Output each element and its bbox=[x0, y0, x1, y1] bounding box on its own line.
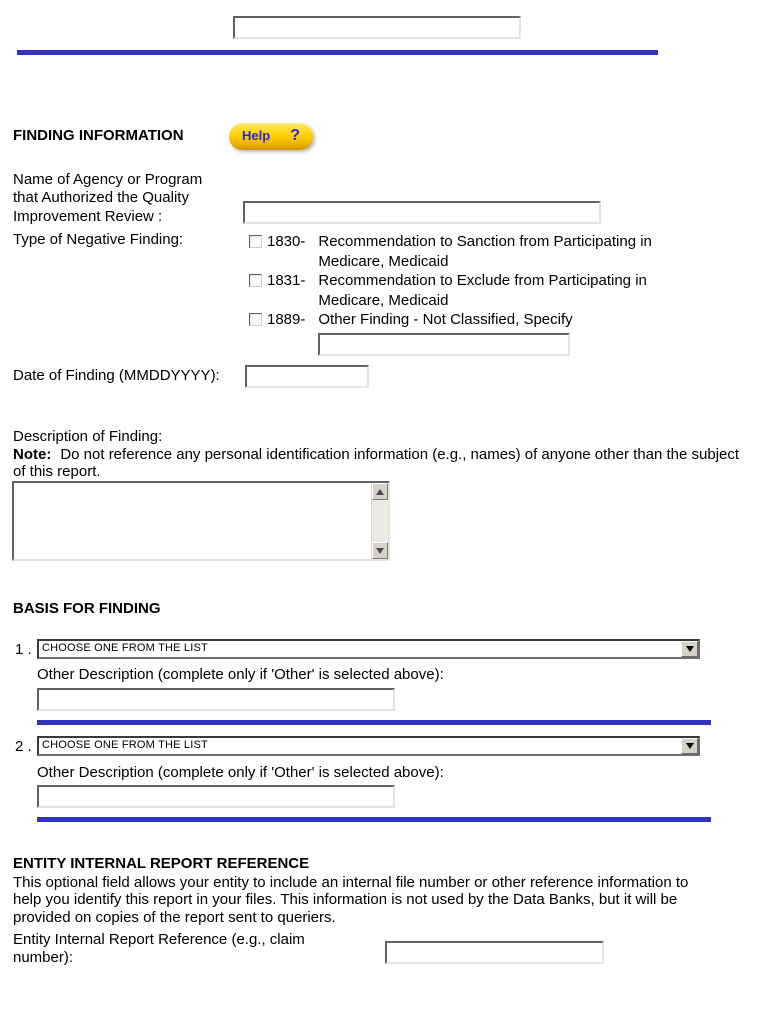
note-text-line2: of this report. bbox=[13, 463, 101, 481]
option-dash: - bbox=[300, 311, 306, 328]
option-code: 1830 bbox=[267, 233, 301, 250]
other-description-input-1[interactable] bbox=[37, 688, 395, 711]
finding-option-row-1831 bbox=[249, 271, 709, 310]
basis-select-1-value: CHOOSE ONE FROM THE LIST bbox=[42, 642, 208, 654]
basis-for-finding-title: BASIS FOR FINDING bbox=[13, 600, 161, 617]
other-finding-specify-input[interactable] bbox=[318, 333, 570, 356]
top-unlabeled-input[interactable] bbox=[233, 16, 521, 39]
description-of-finding-label: Description of Finding: bbox=[13, 428, 163, 445]
finding-option-row-1889 bbox=[249, 310, 709, 330]
chevron-down-icon bbox=[686, 646, 694, 652]
section-divider bbox=[17, 50, 658, 55]
checkbox-1889[interactable] bbox=[249, 313, 262, 326]
basis-select-2[interactable] bbox=[37, 736, 700, 756]
other-description-label-2: Other Description (complete only if 'Other' is selected above): bbox=[37, 764, 444, 781]
date-of-finding-input[interactable] bbox=[245, 365, 369, 388]
option-dash: - bbox=[300, 233, 306, 250]
type-of-negative-finding-label: Type of Negative Finding: bbox=[13, 231, 184, 248]
entity-reference-input[interactable] bbox=[385, 941, 604, 964]
description-of-finding-textarea[interactable] bbox=[12, 481, 390, 561]
textarea-scrollbar[interactable] bbox=[371, 483, 388, 559]
option-label: Recommendation to Exclude from Participating in Medicare, Medicaid bbox=[318, 272, 647, 309]
option-label: Other Finding - Not Classified, Specify bbox=[318, 311, 573, 328]
scroll-down-button[interactable] bbox=[372, 542, 388, 559]
scroll-up-icon bbox=[376, 489, 384, 495]
option-code: 1831 bbox=[267, 272, 301, 289]
dropdown-arrow-button[interactable] bbox=[681, 641, 698, 657]
note-text-line1: Do not reference any personal identification information (e.g., names) of anyone other than the subject bbox=[60, 446, 740, 463]
description-note bbox=[13, 446, 739, 481]
basis-select-1[interactable] bbox=[37, 639, 700, 659]
agency-name-input[interactable] bbox=[243, 201, 601, 224]
option-dash: - bbox=[300, 272, 306, 289]
date-of-finding-label: Date of Finding (MMDDYYYY): bbox=[13, 367, 220, 384]
finding-information-title: FINDING INFORMATION bbox=[13, 127, 184, 144]
entity-reference-field-label: Entity Internal Report Reference (e.g., claim number): bbox=[13, 931, 305, 966]
section-divider bbox=[37, 720, 711, 725]
question-mark-icon: ? bbox=[290, 126, 300, 144]
other-description-label-1: Other Description (complete only if 'Other' is selected above): bbox=[37, 666, 444, 683]
checkbox-1831[interactable] bbox=[249, 274, 262, 287]
finding-option-row-1830 bbox=[249, 232, 709, 271]
basis-item-2-number: 2 . bbox=[15, 738, 32, 755]
entity-reference-description: This optional field allows your entity to include an internal file number or other reference information to help you identify this report in your files. This information is not used by the Data Banks, but it will be provided on copies of the report sent to queriers. bbox=[13, 874, 689, 926]
help-button[interactable] bbox=[229, 123, 313, 150]
option-code: 1889 bbox=[267, 311, 301, 328]
checkbox-1830[interactable] bbox=[249, 235, 262, 248]
section-divider bbox=[37, 817, 711, 822]
dropdown-arrow-button[interactable] bbox=[681, 738, 698, 754]
note-bold-prefix: Note: bbox=[13, 446, 52, 463]
basis-item-1-number: 1 . bbox=[15, 641, 32, 658]
agency-name-label: Name of Agency or Program that Authorized the Quality Improvement Review : bbox=[13, 171, 203, 225]
negative-finding-options bbox=[249, 232, 709, 330]
chevron-down-icon bbox=[686, 743, 694, 749]
help-button-label: Help bbox=[242, 128, 271, 143]
scroll-up-button[interactable] bbox=[372, 483, 388, 500]
option-label: Recommendation to Sanction from Participating in Medicare, Medicaid bbox=[318, 233, 652, 270]
entity-internal-report-reference-title: ENTITY INTERNAL REPORT REFERENCE bbox=[13, 855, 310, 872]
other-description-input-2[interactable] bbox=[37, 785, 395, 808]
basis-select-2-value: CHOOSE ONE FROM THE LIST bbox=[42, 739, 208, 751]
scroll-down-icon bbox=[376, 548, 384, 554]
